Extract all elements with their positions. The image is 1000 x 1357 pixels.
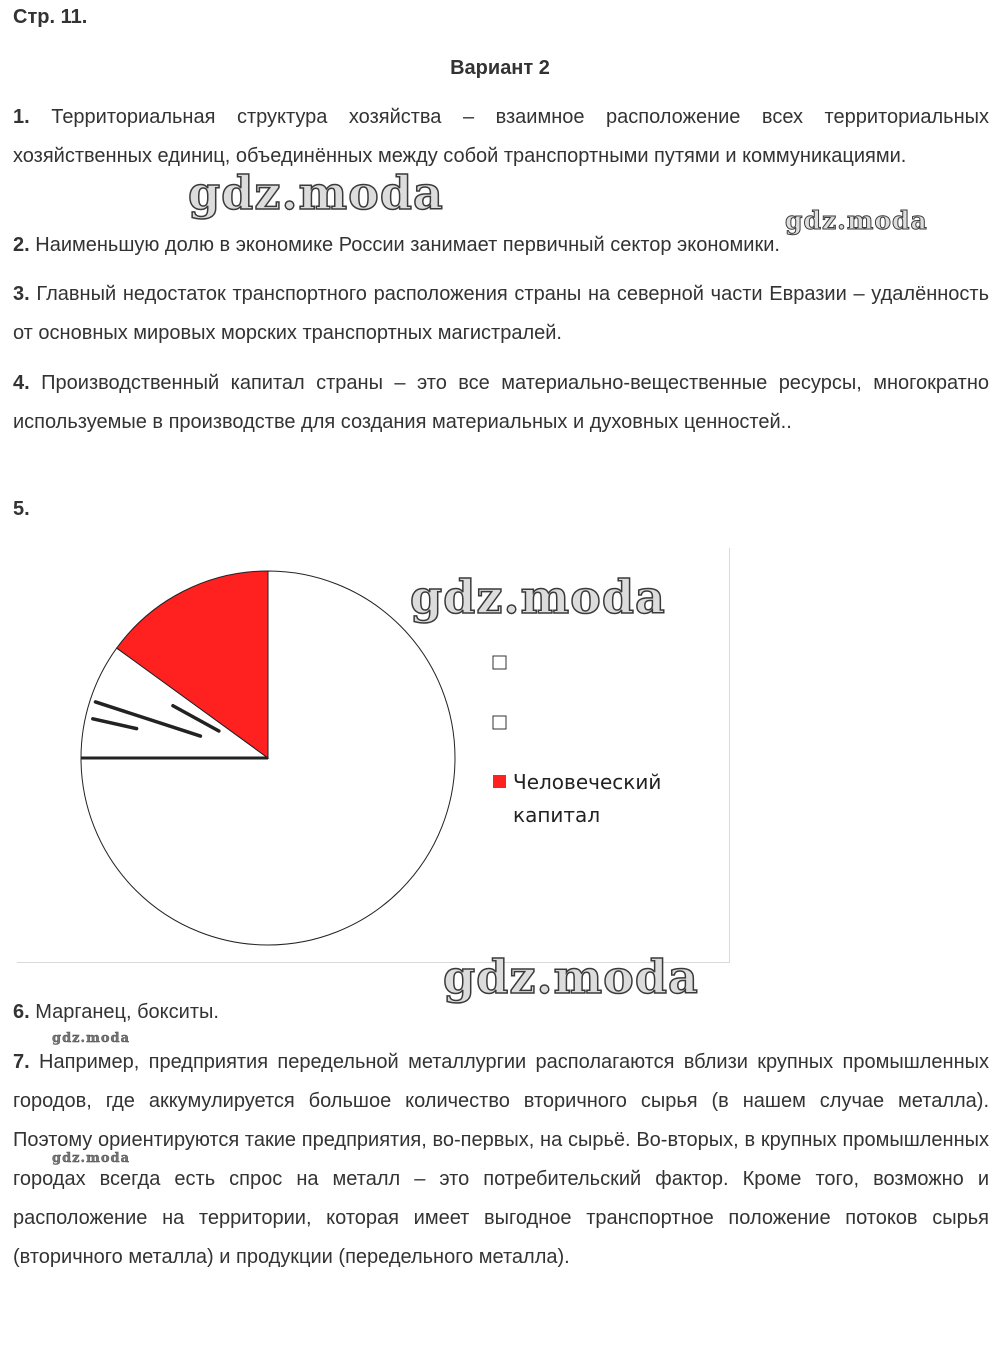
- answer-4: [13, 364, 989, 442]
- answer-4-text: Производственный капитал страны – это все материально-вещественные ресурсы, многократно используемые в производстве для создания материальных и духовных ценностей..: [13, 372, 990, 433]
- legend-swatch-1: [493, 656, 506, 669]
- answer-1: [13, 98, 989, 176]
- answer-3: [13, 275, 989, 353]
- answer-1-text: Территориальная структура хозяйства – взаимное расположение всех территориальных хозяйственных единиц, объединённых между собой транспортными путями и коммуникациями.: [13, 106, 989, 167]
- answer-2-text: Наименьшую долю в экономике России занимает первичный сектор экономики.: [35, 234, 780, 256]
- answer-6-number: 6.: [13, 1001, 30, 1023]
- answer-4-number: 4.: [13, 372, 30, 394]
- answer-5-number: 5.: [13, 498, 30, 520]
- variant-title: Вариант 2: [450, 57, 550, 79]
- watermark-logo: gdz.moda: [52, 1151, 131, 1166]
- legend-swatch-2: [493, 716, 506, 729]
- legend-label: капитал: [513, 803, 601, 827]
- watermark-logo: gdz.moda: [410, 570, 666, 624]
- answer-7-text: Например, предприятия передельной металлургии располагаются вблизи крупных промышленных городов, где аккумулируется большое количество вторичного сырья (в нашем случае металла). Поэтому ориентируются такие предприятия, во-первых, на сырьё. Во-вторых, в крупных промышленных городах всегда есть спрос на металл – это потребительский фактор. Кроме того, возможно и расположение на территории, которая имеет выгодное транспортное положение потоков сырья (вторичного металла) и продукции (передельного металла).: [13, 1051, 989, 1268]
- watermark-logo: gdz.moda: [785, 206, 928, 235]
- legend-swatch-3: [493, 775, 506, 788]
- legend-label: Человеческий: [513, 770, 662, 794]
- answer-6-text: Марганец, бокситы.: [35, 1001, 219, 1023]
- answer-2-number: 2.: [13, 234, 30, 256]
- watermark-logo: gdz.moda: [52, 1031, 131, 1046]
- answer-3-text: Главный недостаток транспортного расположения страны на северной части Евразии – удалённость от основных мировых морских транспортных магистралей.: [13, 283, 989, 344]
- watermark-logo: gdz.moda: [188, 166, 444, 220]
- watermark-logo: gdz.moda: [443, 950, 699, 1004]
- answer-7: [13, 1043, 989, 1277]
- answer-1-number: 1.: [13, 106, 30, 128]
- answer-3-number: 3.: [13, 283, 30, 305]
- answer-7-number: 7.: [13, 1051, 30, 1073]
- page-number: Стр. 11.: [13, 6, 88, 28]
